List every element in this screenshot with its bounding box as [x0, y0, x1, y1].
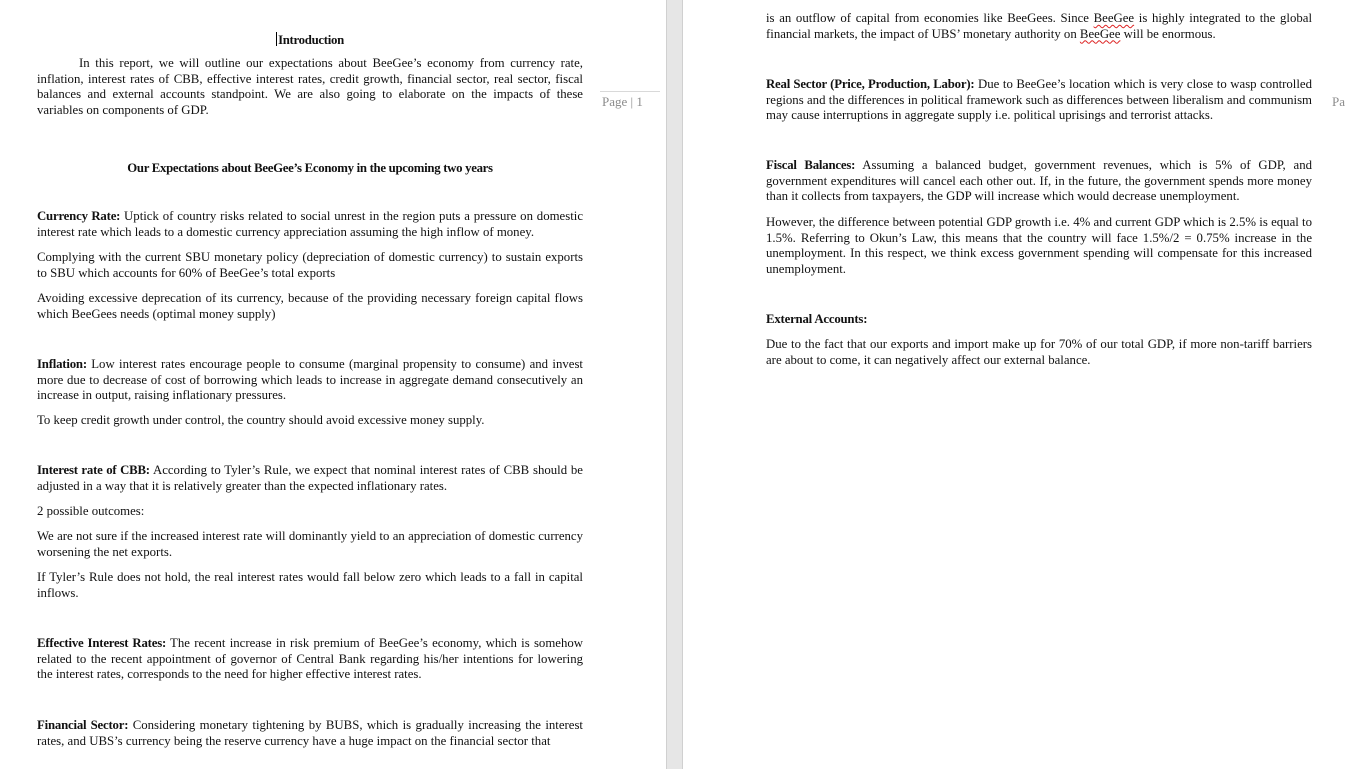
page-number-partial: Pa	[1332, 94, 1345, 109]
text-cursor	[276, 32, 277, 46]
real-sector-paragraph: Real Sector (Price, Production, Labor): Due to BeeGee’s location which is very close to wasp controlled regions and the differences in political framework such as differences between liberalism and communism may cause interruptions in aggregate supply i.e. political uprisings and terrorist attacks.	[766, 77, 1312, 123]
external-accounts-heading: External Accounts:	[766, 312, 868, 326]
financial-sector-paragraph: Financial Sector: Considering monetary tightening by BUBS, which is gradually increasing the interest rates, and UBS’s currency being the reserve currency have a huge impact on the financial sector that	[37, 718, 583, 748]
fiscal-balances-label: Fiscal Balances:	[766, 158, 856, 172]
page-gap	[666, 0, 683, 769]
document-page-2	[683, 0, 1343, 769]
financial-sector-label: Financial Sector:	[37, 718, 129, 732]
cbb-rate-label: Interest rate of CBB:	[37, 463, 150, 477]
currency-rate-paragraph-3: Avoiding excessive deprecation of its currency, because of the providing necessary foreign capital flows which BeeGees needs (optimal money supply)	[37, 291, 583, 321]
cbb-rate-paragraph-2: 2 possible outcomes:	[37, 504, 145, 518]
inflation-paragraph: Inflation: Low interest rates encourage people to consume (marginal propensity to consume) and invest more due to decrease of cost of borrowing which leads to increase in aggregate demand consecutively an increase in output, raising inflationary pressures.	[37, 357, 583, 403]
header-divider	[600, 91, 660, 92]
intro-paragraph: In this report, we will outline our expectations about BeeGee’s economy from currency rate, inflation, interest rates of CBB, effective interest rates, credit growth, financial sector, real sector, fiscal balances and external accounts standpoint. We are also going to elaborate on the impacts of these variables on components of GDP.	[37, 56, 583, 117]
cbb-rate-paragraph-3: We are not sure if the increased interest rate will dominantly yield to an appreciation of domestic currency worsening the net exports.	[37, 529, 583, 559]
section-title: Our Expectations about BeeGee’s Economy in the upcoming two years	[127, 161, 493, 175]
cbb-rate-paragraph-4: If Tyler’s Rule does not hold, the real interest rates would fall below zero which leads to a fall in capital inflows.	[37, 570, 583, 600]
document-page-1	[0, 0, 666, 769]
effective-interest-label: Effective Interest Rates:	[37, 636, 167, 650]
page-number: Page | 1	[602, 94, 643, 109]
intro-heading: Introduction	[278, 33, 344, 47]
effective-interest-paragraph: Effective Interest Rates: The recent increase in risk premium of BeeGee’s economy, which is somehow related to the recent appointment of governor of Central Bank regarding his/her intentions for lowering the interest rates, corresponds to the need for higher effective interest rates.	[37, 636, 583, 682]
currency-rate-paragraph-2: Complying with the current SBU monetary policy (depreciation of domestic currency) to sustain exports to SBU which accounts for 60% of BeeGee’s total exports	[37, 250, 583, 280]
inflation-label: Inflation:	[37, 357, 87, 371]
currency-rate-label: Currency Rate:	[37, 209, 121, 223]
external-accounts-paragraph: Due to the fact that our exports and import make up for 70% of our total GDP, if more non-tariff barriers are about to come, it can negatively affect our external balance.	[766, 337, 1312, 367]
fiscal-balances-paragraph-2: However, the difference between potential GDP growth i.e. 4% and current GDP which is 2.5% is equal to 1.5%. Referring to Okun’s Law, this means that the country will face 1.5%/2 = 0.75% increase in the unemployment. In this respect, we think excess government spending will compensate for this increased unemployment.	[766, 215, 1312, 276]
spelling-flag[interactable]: BeeGee	[1079, 26, 1121, 41]
financial-sector-continuation: is an outflow of capital from economies like BeeGees. Since BeeGee is highly integrated to the global financial markets, the impact of UBS’ monetary authority on BeeGee will be enormous.	[766, 11, 1312, 41]
currency-rate-paragraph: Currency Rate: Uptick of country risks related to social unrest in the region puts a pressure on domestic interest rate which leads to a domestic currency appreciation assuming the high inflow of money.	[37, 209, 583, 239]
inflation-paragraph-2: To keep credit growth under control, the country should avoid excessive money supply.	[37, 413, 485, 427]
fiscal-balances-paragraph: Fiscal Balances: Assuming a balanced budget, government revenues, which is 5% of GDP, and government expenditures will cancel each other out. If, in the future, the government spends more money than it collects from taxpayers, the GDP will increase which would decrease unemployment.	[766, 158, 1313, 204]
cbb-rate-paragraph: Interest rate of CBB: According to Tyler’s Rule, we expect that nominal interest rates of CBB should be adjusted in a way that it is relatively greater than the expected inflationary rates.	[37, 463, 583, 493]
real-sector-label: Real Sector (Price, Production, Labor):	[766, 77, 975, 91]
spelling-flag[interactable]: BeeGee	[1093, 11, 1135, 25]
